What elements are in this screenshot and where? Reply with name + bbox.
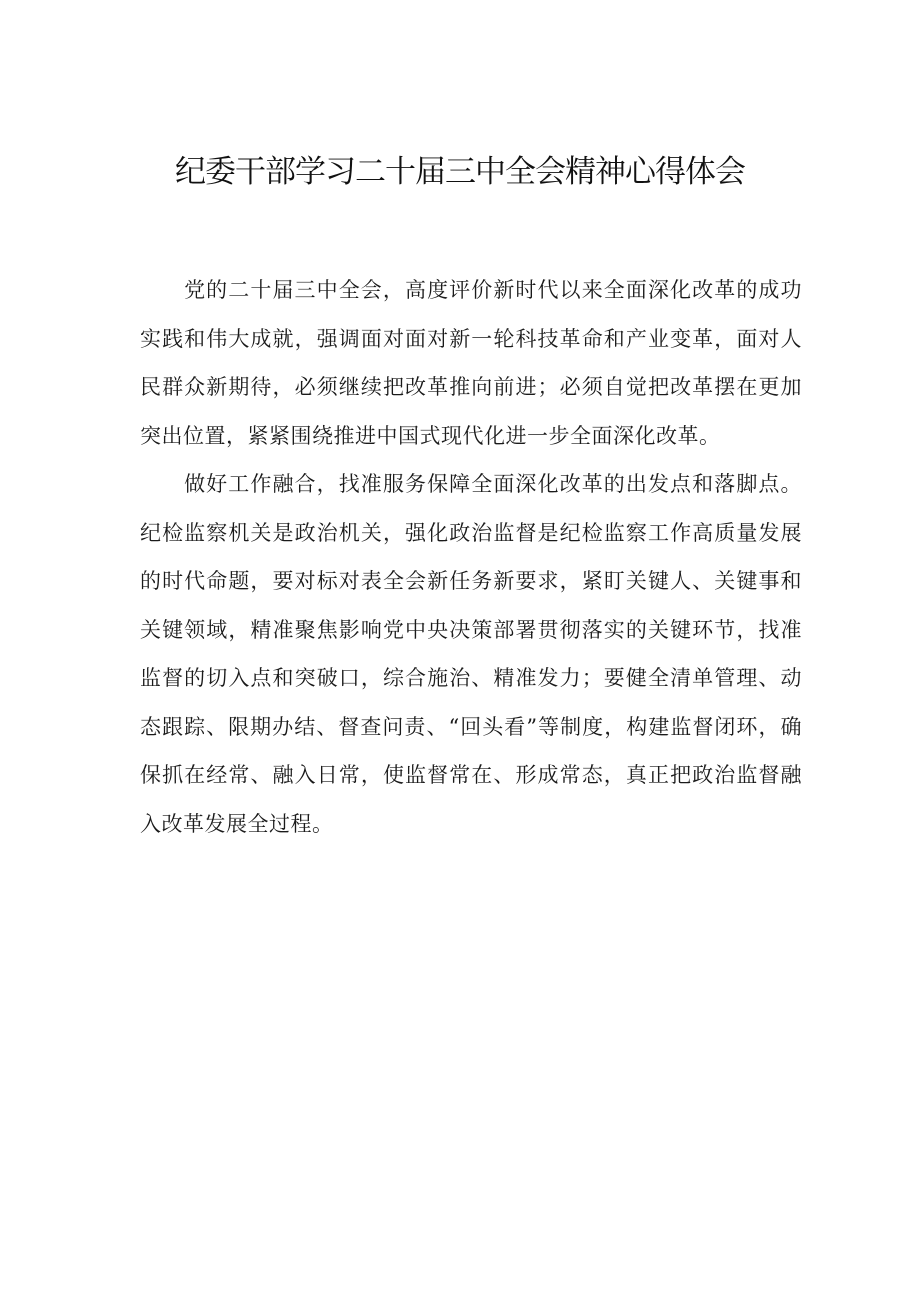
paragraph-2: 做好工作融合，找准服务保障全面深化改革的出发点和落脚点。纪检监察机关是政治机关，强化政治监督是纪检监察工作高质量发展的时代命题，要对标对表全会新任务新要求，紧盯关键人、关键事和关键领域，精准聚焦影响党中央决策部署贯彻落实的关键环节，找准监督的切入点和突破口，综合施治、精准发力；要健全清单管理、动态跟踪、限期办结、督查问责、“回头看”等制度，构建监督闭环，确保抓在经常、融入日常，使监督常在、形成常态，真正把政治监督融入改革发展全过程。 [140, 472, 802, 836]
paragraph-1: 党的二十届三中全会，高度评价新时代以来全面深化改革的成功实践和伟大成就，强调面对面对新一轮科技革命和产业变革，面对人民群众新期待，必须继续把改革推向前进；必须自觉把改革摆在更加突出位置，紧紧围绕推进中国式现代化进一步全面深化改革。 [140, 278, 802, 448]
document-title: 纪委干部学习二十届三中全会精神心得体会 [175, 154, 745, 190]
document-body [140, 266, 802, 848]
